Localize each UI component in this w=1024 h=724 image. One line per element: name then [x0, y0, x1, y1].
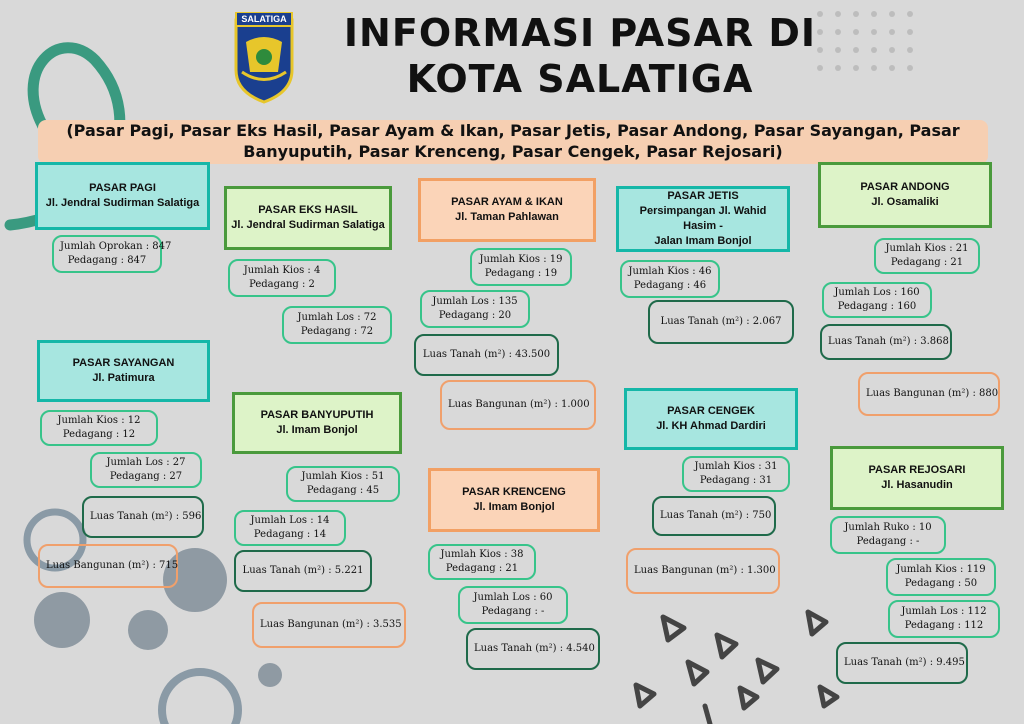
stat-count: Jumlah Kios : 4	[243, 265, 321, 276]
market-name: PASAR REJOSARI	[868, 464, 966, 476]
stat-count: Jumlah Los : 160	[834, 287, 920, 298]
stat-los	[888, 600, 1000, 638]
stat-los	[822, 282, 932, 318]
building-area-value: Luas Bangunan (m²) : 715	[46, 560, 179, 571]
market-address: Jl. Patimura	[92, 372, 155, 384]
decor-circle	[128, 610, 168, 650]
stat-land-area	[82, 496, 204, 538]
stat-land-area	[466, 628, 600, 670]
stat-kios	[428, 544, 536, 580]
stat-count: Jumlah Kios : 31	[694, 461, 778, 472]
stat-count: Jumlah Los : 135	[432, 296, 518, 307]
stat-kios	[40, 410, 158, 446]
stat-count: Jumlah Los : 112	[901, 606, 987, 617]
stat-traders: Pedagang : 50	[904, 578, 978, 589]
stat-count: Jumlah Kios : 19	[479, 254, 563, 265]
market-header-jetis	[616, 186, 790, 252]
page-title	[300, 10, 860, 102]
decor-scribbles	[636, 612, 837, 724]
stat-land-area	[414, 334, 559, 376]
market-header-rejosari	[830, 446, 1004, 510]
stat-traders: Pedagang : 2	[249, 279, 315, 290]
stat-traders: Pedagang : 847	[67, 255, 147, 266]
logo-text: SALATIGA	[241, 14, 287, 24]
stat-count: Jumlah Oprokan : 847	[60, 241, 172, 252]
stat-traders: Pedagang : 45	[306, 485, 380, 496]
stat-count: Jumlah Los : 14	[250, 515, 330, 526]
title-line-2: KOTA SALATIGA	[406, 57, 754, 101]
stat-building-area	[252, 602, 406, 648]
market-header-ekshasil	[224, 186, 392, 250]
market-name: PASAR CENGEK	[667, 405, 755, 417]
market-address: Jl. Imam Bonjol	[473, 501, 555, 513]
land-area-value: Luas Tanah (m²) : 4.540	[474, 643, 595, 654]
market-header-ayamikan	[418, 178, 596, 242]
stat-traders: Pedagang : 72	[300, 326, 374, 337]
market-name: PASAR KRENCENG	[462, 486, 566, 498]
city-logo	[232, 12, 296, 104]
subtitle-line-1: (Pasar Pagi, Pasar Eks Hasil, Pasar Ayam & Ikan, Pasar Jetis, Pasar Andong, Pasar Sayangan, Pasar	[66, 121, 960, 140]
market-address: Jl. Hasanudin	[881, 479, 953, 491]
stat-traders: Pedagang : -	[856, 536, 920, 547]
market-address: Jl. KH Ahmad Dardiri	[656, 420, 766, 432]
building-area-value: Luas Bangunan (m²) : 880	[866, 388, 999, 399]
stat-traders: Pedagang : 46	[633, 280, 707, 291]
stat-land-area	[648, 300, 794, 344]
stat-traders: Pedagang : 20	[438, 310, 512, 321]
stat-count: Jumlah Kios : 12	[57, 415, 141, 426]
stat-oprokan	[52, 235, 172, 273]
stat-traders: Pedagang : 12	[62, 429, 136, 440]
stat-traders: Pedagang : 112	[904, 620, 984, 631]
stat-los	[234, 510, 346, 546]
land-area-value: Luas Tanah (m²) : 750	[660, 510, 772, 521]
land-area-value: Luas Tanah (m²) : 2.067	[660, 316, 782, 327]
market-header-andong	[818, 162, 992, 228]
market-address: Jl. Taman Pahlawan	[455, 211, 559, 223]
land-area-value: Luas Tanah (m²) : 3.868	[828, 336, 949, 347]
market-header-pagi	[35, 162, 210, 230]
subtitle	[38, 120, 988, 164]
stat-los	[282, 306, 392, 344]
market-name: PASAR ANDONG	[860, 181, 950, 193]
stat-traders: Pedagang : -	[481, 606, 545, 617]
market-header-krenceng	[428, 468, 600, 532]
stat-traders: Pedagang : 21	[890, 257, 964, 268]
market-address-cont: Jalan Imam Bonjol	[654, 235, 752, 247]
stat-kios	[620, 260, 720, 298]
market-name: PASAR AYAM & IKAN	[451, 196, 563, 208]
market-header-sayangan	[37, 340, 210, 402]
stat-traders: Pedagang : 160	[837, 301, 917, 312]
stat-building-area	[858, 372, 1000, 416]
stat-traders: Pedagang : 31	[699, 475, 773, 486]
stat-count: Jumlah Kios : 51	[301, 471, 385, 482]
building-area-value: Luas Bangunan (m²) : 1.000	[448, 399, 590, 410]
stat-land-area	[652, 496, 776, 536]
market-header-banyuputih	[232, 392, 402, 454]
stat-land-area	[234, 550, 372, 592]
subtitle-line-2: Banyuputih, Pasar Krenceng, Pasar Cengek, Pasar Rejosari)	[243, 142, 783, 161]
land-area-value: Luas Tanah (m²) : 596	[90, 511, 202, 522]
market-address: Persimpangan Jl. Wahid Hasim -	[639, 205, 767, 232]
stat-count: Jumlah Los : 60	[473, 592, 553, 603]
title-line-1: INFORMASI PASAR DI	[343, 11, 817, 55]
stat-count: Jumlah Kios : 38	[440, 549, 524, 560]
stat-los	[90, 452, 202, 488]
stat-traders: Pedagang : 14	[253, 529, 327, 540]
stat-kios	[286, 466, 400, 502]
land-area-value: Luas Tanah (m²) : 5.221	[242, 565, 364, 576]
market-address: Jl. Jendral Sudirman Salatiga	[45, 197, 200, 209]
stat-kios	[470, 248, 572, 286]
stat-los	[420, 290, 530, 328]
stat-los	[458, 586, 568, 624]
market-name: PASAR SAYANGAN	[72, 357, 175, 369]
stat-building-area	[626, 548, 780, 594]
land-area-value: Luas Tanah (m²) : 43.500	[422, 349, 551, 360]
stat-count: Jumlah Ruko : 10	[844, 522, 932, 533]
stat-building-area	[38, 544, 178, 588]
decor-circle	[162, 672, 238, 724]
building-area-value: Luas Bangunan (m²) : 1.300	[634, 565, 776, 576]
stat-kios	[886, 558, 996, 596]
decor-circle	[34, 592, 90, 648]
stat-count: Jumlah Kios : 119	[896, 564, 986, 575]
land-area-value: Luas Tanah (m²) : 9.495	[844, 657, 965, 668]
stat-building-area	[440, 380, 596, 430]
building-area-value: Luas Bangunan (m²) : 3.535	[260, 619, 402, 630]
stat-count: Jumlah Los : 72	[297, 312, 377, 323]
stat-traders: Pedagang : 21	[445, 563, 519, 574]
stat-land-area	[820, 324, 952, 360]
market-name: PASAR EKS HASIL	[258, 204, 358, 216]
market-name: PASAR BANYUPUTIH	[260, 409, 374, 421]
market-address: Jl. Osamaliki	[871, 196, 939, 208]
stat-kios	[874, 238, 980, 274]
decor-circle	[258, 663, 282, 687]
market-name: PASAR PAGI	[89, 182, 156, 194]
market-address: Jl. Jendral Sudirman Salatiga	[231, 219, 385, 231]
market-address: Jl. Imam Bonjol	[276, 424, 358, 436]
stat-land-area	[836, 642, 968, 684]
stat-traders: Pedagang : 19	[484, 268, 558, 279]
stat-count: Jumlah Kios : 21	[885, 243, 969, 254]
stat-kios	[228, 259, 336, 297]
stat-traders: Pedagang : 27	[109, 471, 183, 482]
stat-ruko	[830, 516, 946, 554]
stat-count: Jumlah Los : 27	[106, 457, 186, 468]
market-name: PASAR JETIS	[667, 190, 739, 202]
stat-kios	[682, 456, 790, 492]
market-header-cengek	[624, 388, 798, 450]
stat-count: Jumlah Kios : 46	[628, 266, 712, 277]
